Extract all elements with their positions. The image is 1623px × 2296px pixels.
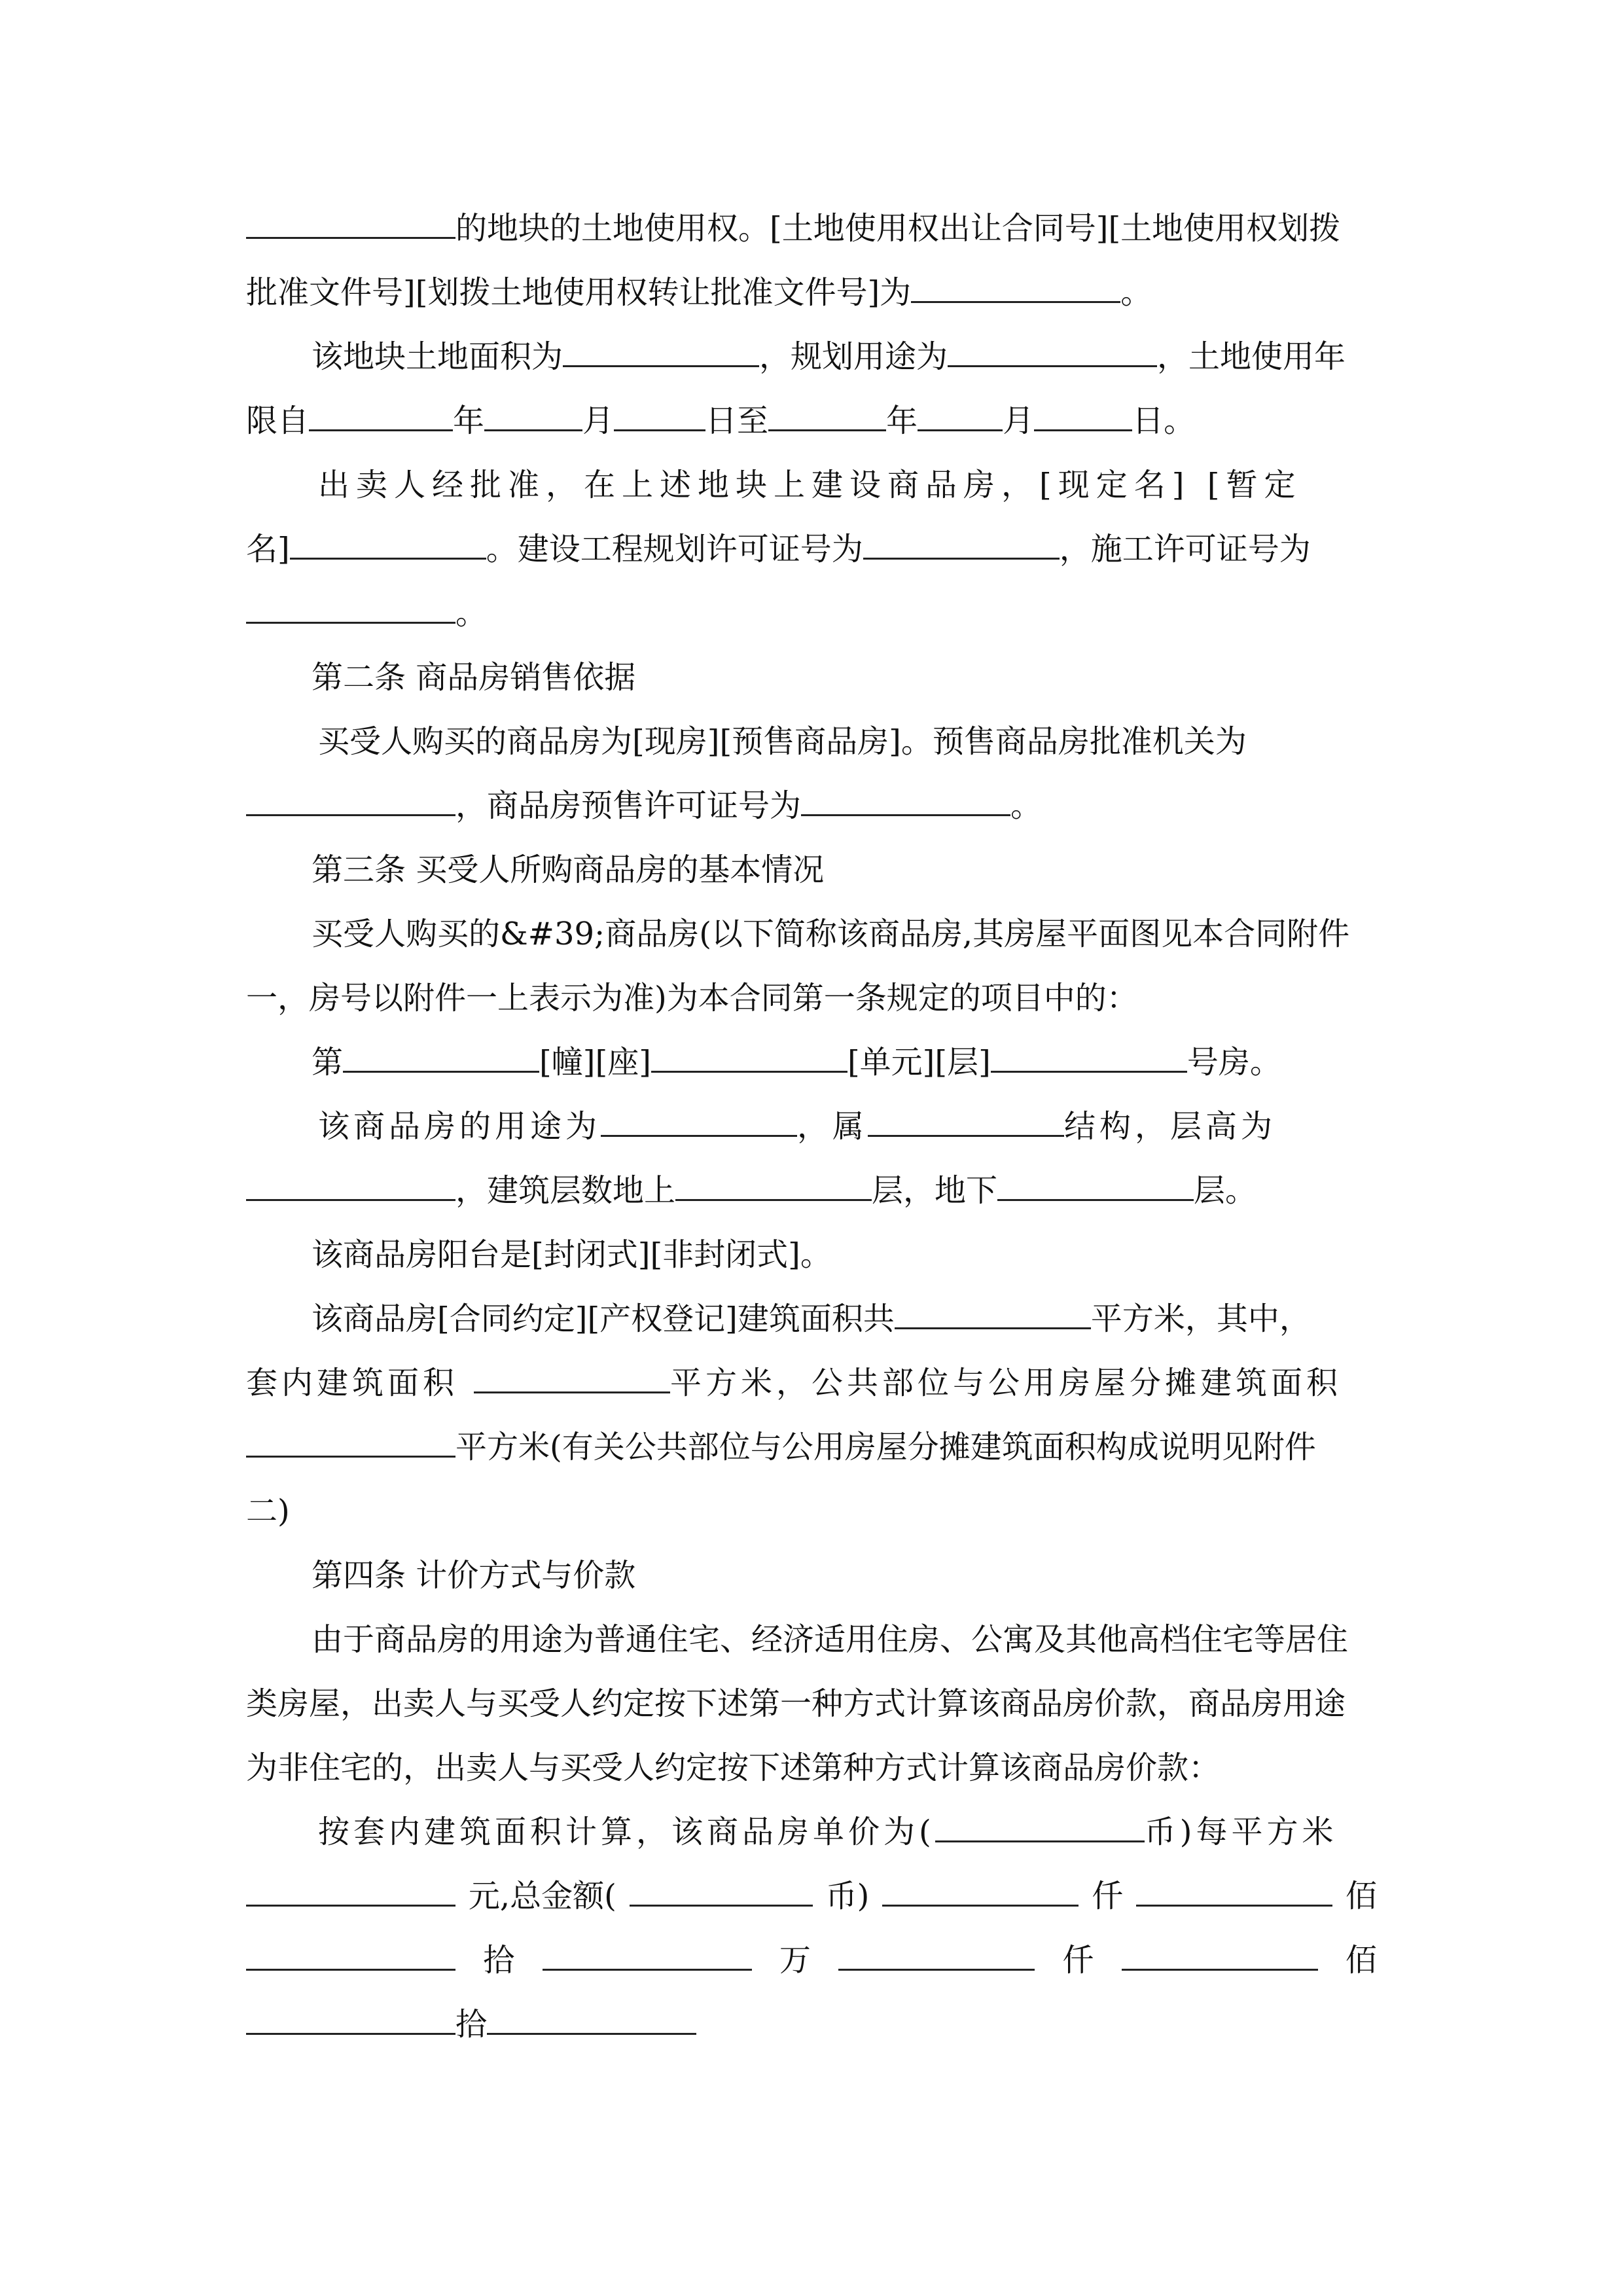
blank-field[interactable] <box>675 1173 872 1201</box>
section-heading: 第二条 商品房销售依据 <box>312 659 636 696</box>
text-line <box>246 196 1377 260</box>
text-segment: 平方米(有关公共部位与公用房屋分摊建筑面积构成说明见附件 <box>455 1429 1316 1465</box>
blank-field[interactable] <box>614 403 705 431</box>
text-segment: 平方米，其中， <box>1090 1300 1311 1337</box>
section-heading: 第四条 计价方式与价款 <box>312 1557 636 1594</box>
text-line <box>246 966 1377 1030</box>
text-segment: 二) <box>246 1493 290 1530</box>
text-segment: 佰 <box>1345 1878 1377 1914</box>
text-segment: 由于商品房的用途为普通住宅、经济适用住房、公寓及其他高档住宅等居住 <box>312 1621 1349 1658</box>
blank-field[interactable] <box>290 531 486 560</box>
blank-field[interactable] <box>246 1173 455 1201</box>
blank-field[interactable] <box>1136 1878 1332 1907</box>
text-segment: 币) <box>825 1878 870 1914</box>
text-line <box>246 1030 1377 1094</box>
text-segment: 该商品房的用途为 <box>318 1108 601 1145</box>
text-segment: 平方米，公共部位与公用房屋分摊建筑面积 <box>670 1365 1342 1401</box>
text-segment: 限自 <box>246 403 310 439</box>
text-segment: 批准文件号][划拨土地使用权转让批准文件号]为 <box>246 274 912 311</box>
text-line <box>246 1351 1377 1415</box>
blank-field[interactable] <box>246 1943 455 1971</box>
text-line <box>246 1479 1377 1543</box>
blank-field[interactable] <box>343 1045 539 1073</box>
blank-field[interactable] <box>309 403 453 431</box>
article-4-title <box>246 1543 1377 1607</box>
text-line <box>246 389 1377 453</box>
text-segment: 号房。 <box>1186 1044 1281 1081</box>
text-segment: 。 <box>1120 274 1152 311</box>
text-line <box>246 1800 1377 1864</box>
text-segment: 该商品房[合同约定][产权登记]建筑面积共 <box>312 1300 895 1337</box>
text-segment: 元,总金额( <box>468 1878 616 1914</box>
blank-field[interactable] <box>246 1429 455 1458</box>
text-segment: ，土地使用年 <box>1157 338 1346 375</box>
text-line <box>246 1094 1377 1158</box>
text-segment: ，建筑层数地上 <box>455 1172 676 1209</box>
text-line <box>246 1864 1377 1928</box>
text-line <box>246 902 1377 966</box>
text-segment: 该地块土地面积为 <box>312 338 563 375</box>
text-segment: 月 <box>1003 403 1035 439</box>
blank-field[interactable] <box>246 1878 455 1907</box>
text-segment: [单元][层] <box>847 1044 991 1081</box>
text-segment: 出卖人经批准，在上述地块上建设商品房，[现定名] [暂定 <box>318 467 1302 503</box>
text-segment: 。建设工程规划许可证号为 <box>486 531 863 567</box>
text-line <box>246 1415 1377 1479</box>
text-segment: [幢][座] <box>539 1044 651 1081</box>
blank-field[interactable] <box>246 211 455 239</box>
blank-field[interactable] <box>948 339 1157 367</box>
text-segment: ，属 <box>797 1108 868 1145</box>
blank-field[interactable] <box>601 1109 797 1137</box>
text-segment: 年 <box>886 403 918 439</box>
blank-field[interactable] <box>895 1301 1091 1329</box>
text-line <box>246 1287 1377 1351</box>
blank-field[interactable] <box>911 275 1120 303</box>
text-line <box>246 1672 1377 1736</box>
text-segment: 仟 <box>1062 1942 1094 1979</box>
blank-field[interactable] <box>246 596 455 624</box>
text-segment: 一，房号以附件一上表示为准)为本合同第一条规定的项目中的： <box>246 980 1138 1016</box>
blank-field[interactable] <box>863 531 1060 560</box>
text-segment: ，施工许可证号为 <box>1059 531 1311 567</box>
text-line <box>246 1736 1377 1800</box>
text-line <box>246 774 1377 838</box>
text-segment: 层，地下 <box>872 1172 998 1209</box>
text-segment: ，商品房预售许可证号为 <box>455 787 802 824</box>
text-segment: 仟 <box>1092 1878 1124 1914</box>
blank-field[interactable] <box>997 1173 1194 1201</box>
blank-field[interactable] <box>882 1878 1079 1907</box>
blank-field[interactable] <box>563 339 759 367</box>
article-3-title <box>246 838 1377 902</box>
text-segment: 。 <box>1010 787 1043 824</box>
blank-field[interactable] <box>991 1045 1187 1073</box>
text-segment: 层。 <box>1194 1172 1257 1209</box>
text-segment: 币)每平方米 <box>1144 1814 1338 1850</box>
blank-field[interactable] <box>838 1943 1035 1971</box>
text-segment: 名] <box>246 531 290 567</box>
blank-field[interactable] <box>484 403 582 431</box>
article-2-title <box>246 645 1377 709</box>
text-segment: 买受人购买的&#39;商品房(以下简称该商品房,其房屋平面图见本合同附件 <box>312 916 1350 952</box>
text-segment: 按套内建筑面积计算，该商品房单价为( <box>318 1814 935 1850</box>
text-line <box>246 709 1377 774</box>
text-segment: 结构，层高为 <box>1064 1108 1277 1145</box>
text-segment: ，规划用途为 <box>759 338 948 375</box>
text-line <box>246 517 1377 581</box>
blank-field[interactable] <box>868 1109 1064 1137</box>
text-line <box>246 581 1377 645</box>
text-line <box>246 1607 1377 1672</box>
text-segment: 年 <box>453 403 485 439</box>
contract-page <box>246 196 1377 2056</box>
blank-field[interactable] <box>474 1365 670 1393</box>
text-segment: 拾 <box>455 2006 488 2043</box>
text-line <box>246 453 1377 517</box>
blank-field[interactable] <box>918 403 1003 431</box>
blank-field[interactable] <box>543 1943 752 1971</box>
blank-field[interactable] <box>651 1045 847 1073</box>
text-segment: 套内建筑面积 <box>246 1365 459 1401</box>
blank-field[interactable] <box>246 2007 455 2035</box>
text-segment: 月 <box>582 403 615 439</box>
blank-field[interactable] <box>1122 1943 1318 1971</box>
text-segment: 该商品房阳台是[封闭式][非封闭式]。 <box>312 1236 832 1273</box>
text-segment: 买受人购买的商品房为[现房][预售商品房]。预售商品房批准机关为 <box>318 723 1247 760</box>
blank-field[interactable] <box>246 788 455 816</box>
section-heading: 第三条 买受人所购商品房的基本情况 <box>312 852 825 888</box>
blank-field[interactable] <box>630 1878 813 1907</box>
text-segment: 。 <box>455 595 488 632</box>
text-line <box>246 260 1377 325</box>
blank-field[interactable] <box>801 788 1010 816</box>
text-segment: 日。 <box>1132 403 1196 439</box>
blank-field[interactable] <box>1034 403 1132 431</box>
text-line <box>246 1928 1377 1992</box>
text-segment: 佰 <box>1345 1942 1377 1979</box>
text-segment: 的地块的土地使用权。[土地使用权出让合同号][土地使用权划拨 <box>455 210 1341 247</box>
blank-field[interactable] <box>487 2007 696 2035</box>
text-segment: 第 <box>312 1044 344 1081</box>
blank-field[interactable] <box>935 1814 1145 1842</box>
text-segment: 日至 <box>705 403 769 439</box>
text-segment: 拾 <box>483 1942 515 1979</box>
text-segment: 为非住宅的，出卖人与买受人约定按下述第种方式计算该商品房价款： <box>246 1749 1221 1786</box>
text-line <box>246 1223 1377 1287</box>
text-segment: 万 <box>779 1942 811 1979</box>
text-line <box>246 325 1377 389</box>
text-line <box>246 1158 1377 1223</box>
text-segment: 类房屋，出卖人与买受人约定按下述第一种方式计算该商品房价款，商品房用途 <box>246 1685 1346 1722</box>
text-line <box>246 1992 1377 2056</box>
blank-field[interactable] <box>768 403 886 431</box>
